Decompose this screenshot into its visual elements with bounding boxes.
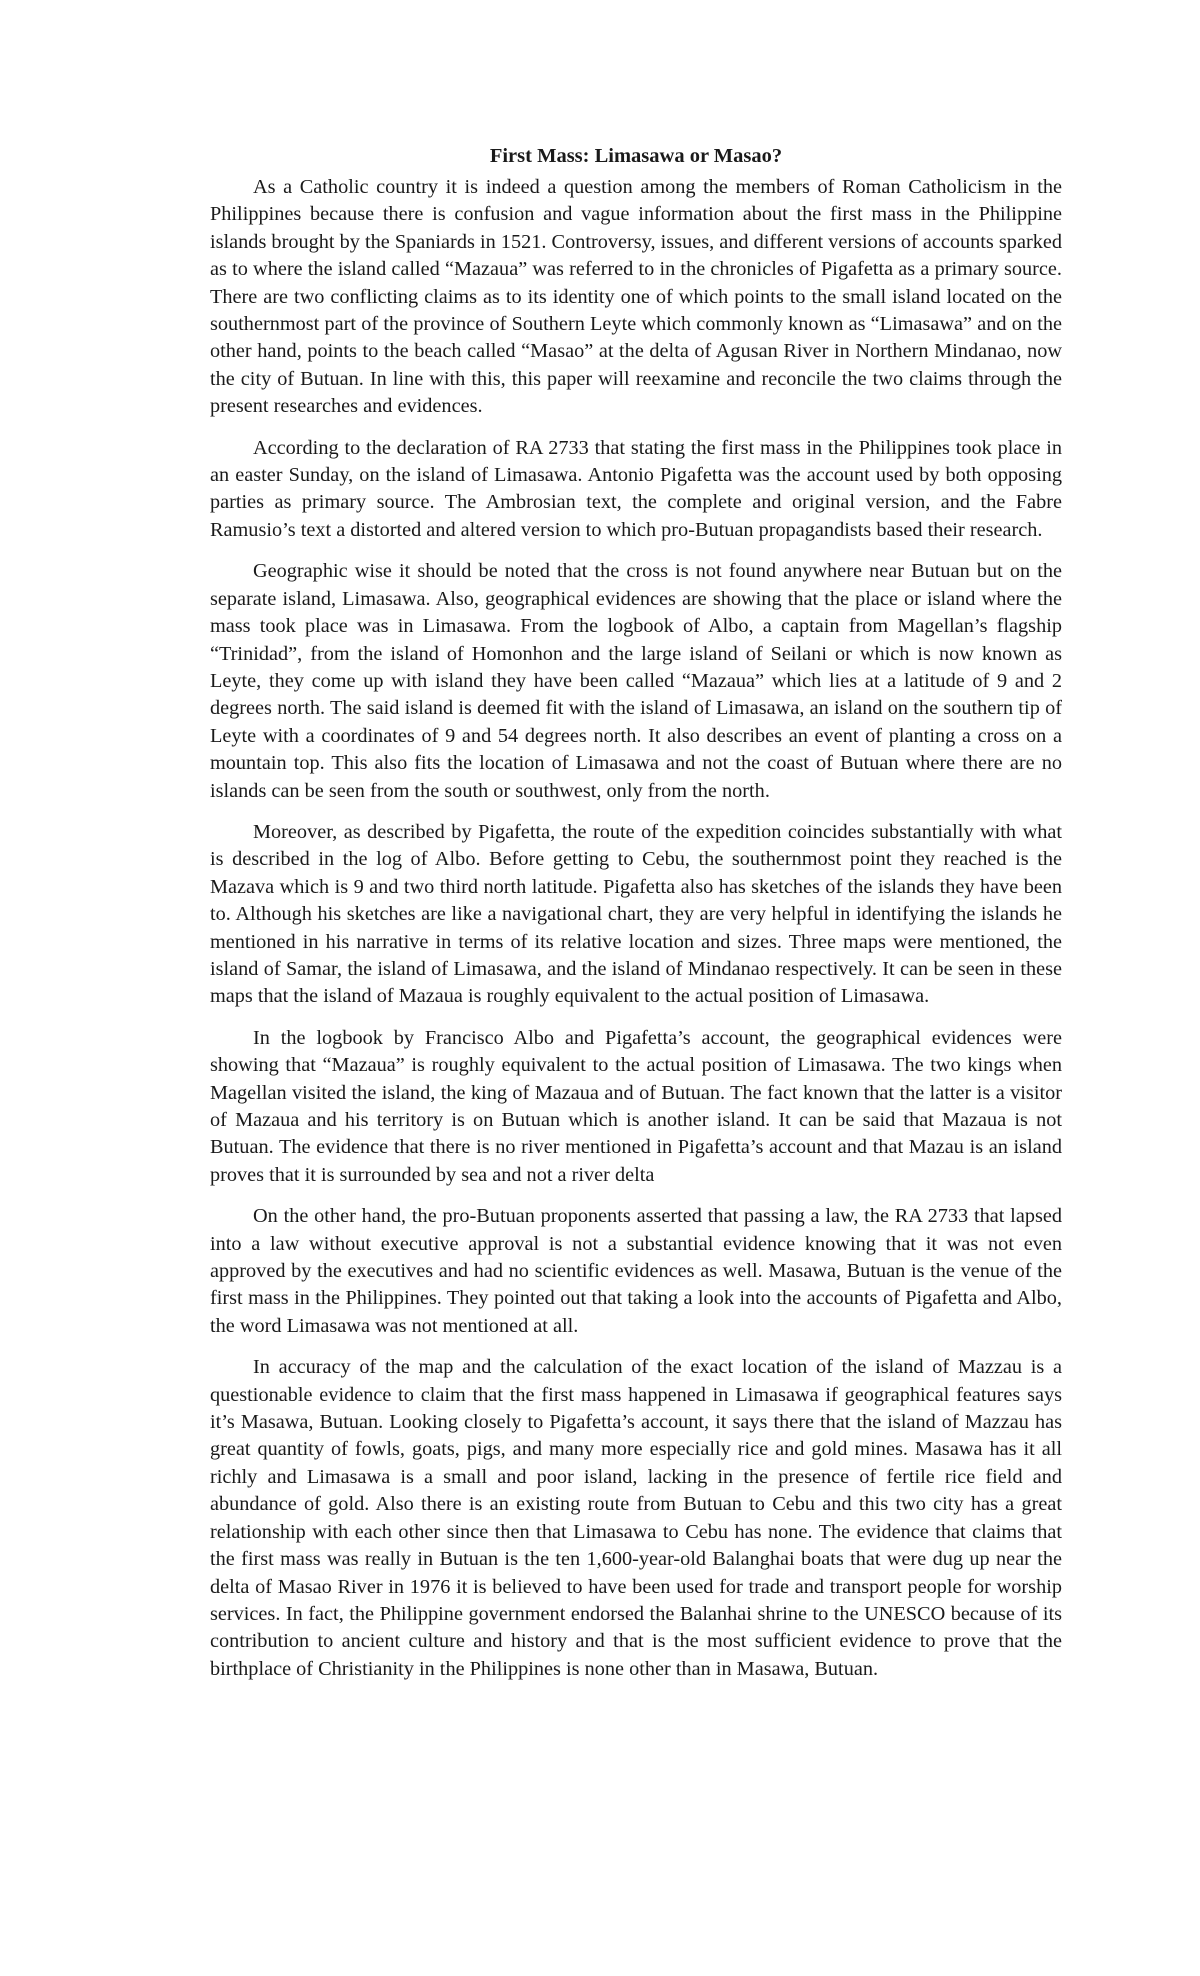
document-title: First Mass: Limasawa or Masao?: [489, 145, 783, 167]
paragraph-ra-2733: According to the declaration of RA 2733 that stating the first mass in the Philippines took place in an easter Sunday, on the island of Limasawa. Antonio Pigafetta was the account used by both opposing parties as primary source. The Ambrosian text, the complete and original version, and the Fabre Ramusio’s text a distorted and altered version to which pro-Butuan propagandists based their research.: [210, 436, 1062, 541]
paragraph-conclusion: In accuracy of the map and the calculation of the exact location of the island of Mazzau is a questionable evidence to claim that the first mass happened in Limasawa if geographical features says it’s Masawa, Butuan. Looking closely to Pigafetta’s account, it says there that the island of Mazzau has great quantity of fowls, goats, pigs, and many more especially rice and gold mines. Masawa has it all richly and Limasawa is a small and poor island, lacking in the presence of fertile rice field and abundance of gold. Also there is an existing route from Butuan to Cebu and this two city has a great relationship with each other since then that Limasawa to Cebu has none. The evidence that claims that the first mass was really in Butuan is the ten 1,600-year-old Balanghai boats that were dug up near the delta of Masao River in 1976 it is believed to have been used for trade and transport people for worship services. In fact, the Philippine government endorsed the Balanhai shrine to the UNESCO because of its contribution to ancient culture and history and that is the most sufficient evidence to prove that the birthplace of Christianity in the Philippines is none other than in Masawa, Butuan.: [210, 1356, 1062, 1680]
document-page: [210, 142, 1062, 1697]
paragraph-pigafetta-route: Moreover, as described by Pigafetta, the route of the expedition coincides substantially with what is described in the log of Albo. Before getting to Cebu, the southernmost point they reached is the Mazava which is 9 and two third north latitude. Pigafetta also has sketches of the islands they have been to. Although his sketches are like a navigational chart, they are very helpful in identifying the islands he mentioned in his narrative in terms of its relative location and sizes. Three maps were mentioned, the island of Samar, the island of Limasawa, and the island of Mindanao respectively. It can be seen in these maps that the island of Mazaua is roughly equivalent to the actual position of Limasawa.: [210, 820, 1062, 1008]
paragraph-intro: As a Catholic country it is indeed a question among the members of Roman Catholicism in the Philippines because there is confusion and vague information about the first mass in the Philippine islands brought by the Spaniards in 1521. Controversy, issues, and different versions of accounts sparked as to where the island called “Mazaua” was referred to in the chronicles of Pigafetta as a primary source. There are two conflicting claims as to its identity one of which points to the small island located on the southernmost part of the province of Southern Leyte which commonly known as “Limasawa” and on the other hand, points to the beach called “Masao” at the delta of Agusan River in Northern Mindanao, now the city of Butuan. In line with this, this paper will reexamine and reconcile the two claims through the present researches and evidences.: [210, 176, 1062, 418]
paragraph-pro-butuan: On the other hand, the pro-Butuan proponents asserted that passing a law, the RA 2733 that lapsed into a law without executive approval is not a substantial evidence knowing that it was not even approved by the executives and had no scientific evidences as well. Masawa, Butuan is the venue of the first mass in the Philippines. They pointed out that taking a look into the accounts of Pigafetta and Albo, the word Limasawa was not mentioned at all.: [210, 1205, 1062, 1337]
paragraph-albo-logbook: In the logbook by Francisco Albo and Pigafetta’s account, the geographical evidences were showing that “Mazaua” is roughly equivalent to the actual position of Limasawa. The two kings when Magellan visited the island, the king of Mazaua and of Butuan. The fact known that the latter is a visitor of Mazaua and his territory is on Butuan which is another island. It can be said that Mazaua is not Butuan. The evidence that there is no river mentioned in Pigafetta’s account and that Mazau is an island proves that it is surrounded by sea and not a river delta: [210, 1026, 1062, 1186]
paragraph-geographic: Geographic wise it should be noted that the cross is not found anywhere near Butuan but on the separate island, Limasawa. Also, geographical evidences are showing that the place or island where the mass took place was in Limasawa. From the logbook of Albo, a captain from Magellan’s flagship “Trinidad”, from the island of Homonhon and the large island of Seilani or which is now known as Leyte, they come up with island they have been called “Mazaua” which lies at a latitude of 9 and 2 degrees north. The said island is deemed fit with the island of Limasawa, an island on the southern tip of Leyte with a coordinates of 9 and 54 degrees north. It also describes an event of planting a cross on a mountain top. This also fits the location of Limasawa and not the coast of Butuan where there are no islands can be seen from the south or southwest, only from the north.: [210, 560, 1062, 802]
